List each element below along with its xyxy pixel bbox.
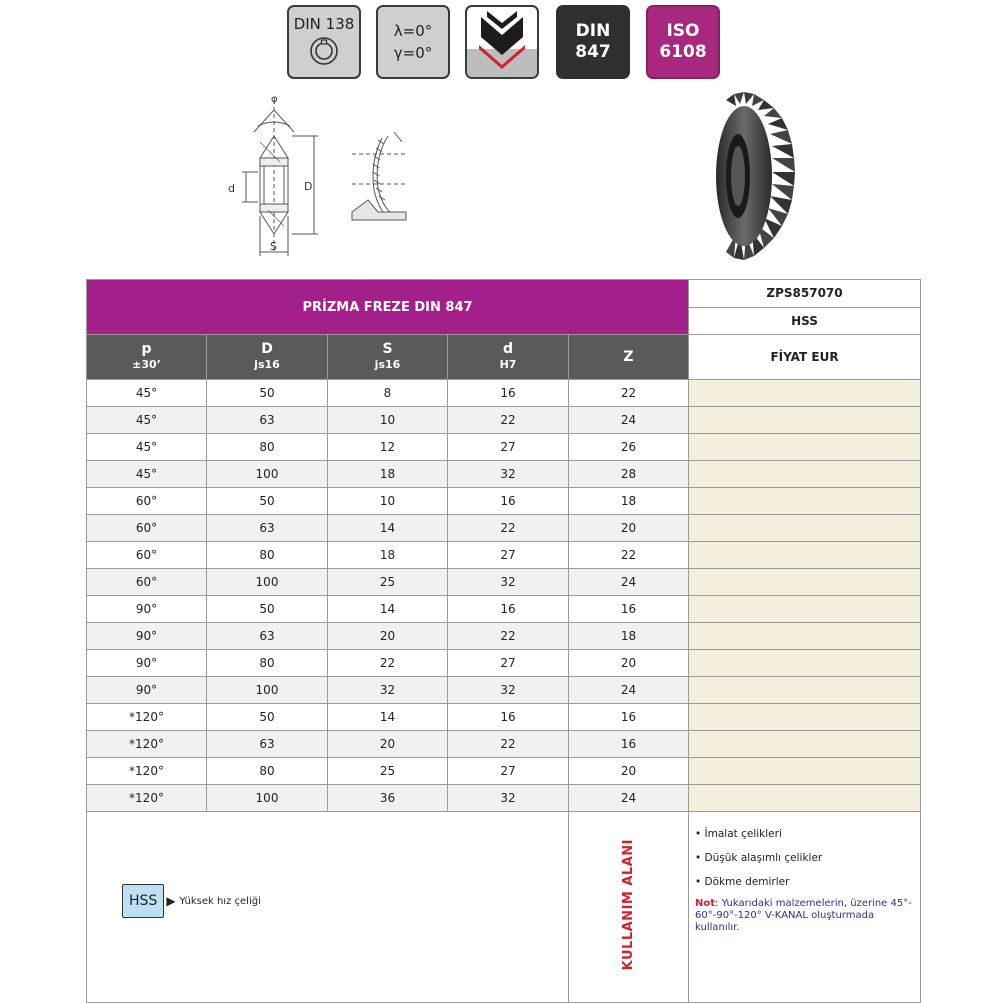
usage-sketch-drawing [348, 128, 408, 224]
table-row [87, 542, 921, 569]
cell-Z: 16 [569, 704, 689, 731]
cell-S: 22 [328, 650, 448, 677]
cell-S: 25 [328, 569, 448, 596]
cell-S: 12 [328, 434, 448, 461]
cell-p: *120° [87, 758, 207, 785]
material-code: HSS [689, 307, 921, 335]
cross-section-drawing [222, 92, 332, 262]
cell-D: 63 [207, 515, 328, 542]
cell-price [689, 785, 921, 812]
lambda-label: λ=0° [393, 22, 433, 40]
cell-D: 50 [207, 704, 328, 731]
cell-p: 90° [87, 650, 207, 677]
cell-D: 100 [207, 677, 328, 704]
legend-cell [87, 812, 569, 1003]
cell-p: *120° [87, 731, 207, 758]
cell-price [689, 542, 921, 569]
cell-d: 22 [448, 407, 569, 434]
cell-p: *120° [87, 785, 207, 812]
cell-D: 63 [207, 623, 328, 650]
cell-price [689, 515, 921, 542]
cell-price [689, 488, 921, 515]
cell-d: 32 [448, 569, 569, 596]
cell-S: 8 [328, 380, 448, 407]
cell-p: *120° [87, 704, 207, 731]
d-label: d [228, 182, 235, 195]
note-label: Not [695, 898, 716, 909]
table-row [87, 569, 921, 596]
cell-d: 27 [448, 650, 569, 677]
table-row [87, 623, 921, 650]
cell-price [689, 758, 921, 785]
cell-d: 22 [448, 731, 569, 758]
cell-S: 10 [328, 488, 448, 515]
cell-D: 63 [207, 731, 328, 758]
cell-S: 36 [328, 785, 448, 812]
cell-price [689, 407, 921, 434]
cell-S: 32 [328, 677, 448, 704]
cell-Z: 24 [569, 677, 689, 704]
use-item: • Dökme demirler [695, 876, 790, 888]
cell-p: 90° [87, 623, 207, 650]
cell-S: 20 [328, 623, 448, 650]
cell-price [689, 623, 921, 650]
use-item: • Düşük alaşımlı çelikler [695, 852, 823, 864]
cell-price [689, 461, 921, 488]
table-row [87, 488, 921, 515]
din847-badge [556, 5, 630, 79]
table-row [87, 515, 921, 542]
col-header-D: D js16 [207, 335, 328, 380]
cell-Z: 16 [569, 731, 689, 758]
cell-p: 60° [87, 488, 207, 515]
cell-p: 90° [87, 677, 207, 704]
col-header-Z: Z [569, 335, 689, 380]
cell-p: 45° [87, 434, 207, 461]
cell-Z: 28 [569, 461, 689, 488]
cell-Z: 26 [569, 434, 689, 461]
table-row [87, 434, 921, 461]
cell-S: 14 [328, 704, 448, 731]
table-row [87, 731, 921, 758]
cell-D: 80 [207, 758, 328, 785]
cell-d: 32 [448, 785, 569, 812]
cell-d: 27 [448, 434, 569, 461]
col-header-p: p ±30’ [87, 335, 207, 380]
cell-p: 90° [87, 596, 207, 623]
cell-D: 80 [207, 542, 328, 569]
cell-price [689, 650, 921, 677]
cell-price [689, 596, 921, 623]
table-row [87, 677, 921, 704]
cell-S: 14 [328, 515, 448, 542]
hss-label: Yüksek hız çeliği [179, 895, 261, 907]
table-row [87, 785, 921, 812]
cell-D: 50 [207, 596, 328, 623]
table-row [87, 380, 921, 407]
cell-Z: 20 [569, 515, 689, 542]
cell-D: 100 [207, 785, 328, 812]
cell-d: 22 [448, 515, 569, 542]
cutter-photo [698, 90, 798, 270]
product-code: ZPS857070 [689, 280, 921, 308]
cell-S: 20 [328, 731, 448, 758]
usage-title-cell [569, 812, 689, 1003]
cell-D: 50 [207, 488, 328, 515]
cell-d: 32 [448, 677, 569, 704]
cell-D: 100 [207, 461, 328, 488]
cell-price [689, 380, 921, 407]
cell-d: 22 [448, 623, 569, 650]
col-header-price: FİYAT EUR [689, 335, 921, 380]
iso6108-badge [646, 5, 720, 79]
cell-d: 16 [448, 704, 569, 731]
hss-box: HSS [122, 884, 164, 918]
cell-S: 18 [328, 542, 448, 569]
cell-price [689, 434, 921, 461]
din138-label: DIN 138 [293, 15, 355, 33]
cell-S: 25 [328, 758, 448, 785]
cell-D: 50 [207, 380, 328, 407]
cell-Z: 24 [569, 407, 689, 434]
cell-D: 63 [207, 407, 328, 434]
cell-price [689, 704, 921, 731]
cell-Z: 24 [569, 569, 689, 596]
cell-p: 60° [87, 515, 207, 542]
arrow-right-icon: ▶ [166, 894, 176, 908]
cell-p: 45° [87, 380, 207, 407]
cell-Z: 18 [569, 623, 689, 650]
table-row [87, 650, 921, 677]
cell-D: 80 [207, 650, 328, 677]
cell-d: 27 [448, 758, 569, 785]
table-title: PRİZMA FREZE DIN 847 [87, 280, 689, 335]
product-table [86, 279, 921, 1003]
angle-badge [376, 5, 450, 79]
keyway-icon [308, 35, 340, 67]
din847-top: DIN [575, 21, 611, 41]
cell-d: 16 [448, 596, 569, 623]
hss-legend [122, 884, 261, 918]
cell-Z: 18 [569, 488, 689, 515]
cell-D: 100 [207, 569, 328, 596]
cell-Z: 22 [569, 542, 689, 569]
table-row [87, 596, 921, 623]
cell-d: 16 [448, 488, 569, 515]
cell-price [689, 569, 921, 596]
cell-Z: 24 [569, 785, 689, 812]
din138-badge [287, 5, 361, 79]
iso-bottom: 6108 [659, 42, 707, 62]
gamma-label: γ=0° [393, 44, 433, 62]
iso-top: ISO [666, 21, 700, 41]
table-row [87, 407, 921, 434]
cell-p: 60° [87, 542, 207, 569]
cell-price [689, 731, 921, 758]
cell-Z: 20 [569, 758, 689, 785]
cell-d: 32 [448, 461, 569, 488]
cell-D: 80 [207, 434, 328, 461]
cell-d: 16 [448, 380, 569, 407]
cell-p: 60° [87, 569, 207, 596]
v-profile-icon [467, 7, 537, 77]
note-text: : Yukarıdaki malzemelerin, üzerine 45°- 60°-90°-120° V-KANAL oluşturmada kullanılır. [695, 898, 912, 933]
v-profile-badge [465, 5, 539, 79]
din847-bottom: 847 [575, 42, 611, 62]
usage-note [695, 898, 914, 934]
cell-p: 45° [87, 407, 207, 434]
table-row [87, 461, 921, 488]
col-header-S: S js16 [328, 335, 448, 380]
S-label: S [270, 240, 277, 253]
cell-Z: 20 [569, 650, 689, 677]
cell-S: 14 [328, 596, 448, 623]
usage-title: KULLANIM ALANI [621, 839, 636, 971]
uses-cell [689, 812, 921, 1003]
cell-Z: 22 [569, 380, 689, 407]
use-item: • İmalat çelikleri [695, 828, 782, 840]
D-label: D [304, 180, 313, 193]
cell-p: 45° [87, 461, 207, 488]
cell-price [689, 677, 921, 704]
table-row [87, 758, 921, 785]
cell-d: 27 [448, 542, 569, 569]
cell-S: 10 [328, 407, 448, 434]
cell-S: 18 [328, 461, 448, 488]
col-header-d: d H7 [448, 335, 569, 380]
cell-Z: 16 [569, 596, 689, 623]
angle-label: φ [271, 94, 278, 105]
table-row [87, 704, 921, 731]
